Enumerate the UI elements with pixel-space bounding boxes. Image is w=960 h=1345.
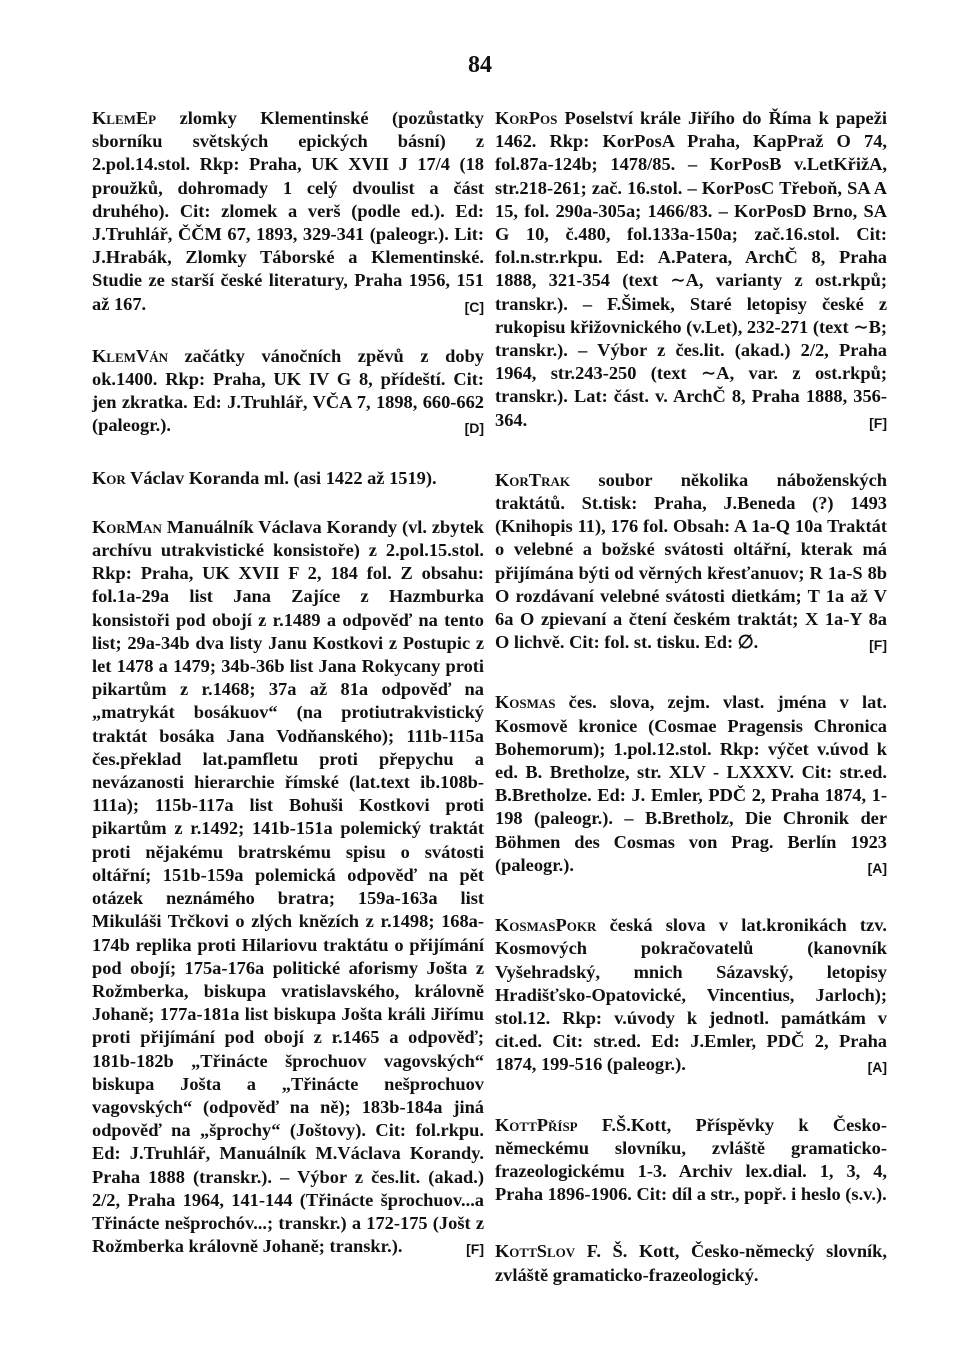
entry-siglum: Kor [92, 467, 126, 488]
entry-tag: [A] [867, 1059, 887, 1076]
page-number: 84 [468, 52, 492, 78]
entry-siglum: KlemVán [92, 345, 168, 366]
entry-kortrak [495, 469, 887, 658]
entry-siglum: Kosmas [495, 692, 556, 713]
entry-text: zlomky Klementinské (pozůstatky sborníku světských epických básní) z 2.pol.14.stol. Rkp: Praha, UK XVII J 17/4 (18 proužků, dohromady 1 celý dvoulist a část druhého). Cit: zlomek a verš (podle ed.). Ed: J.Truhlář, ČČM 67, 1893, 329-341 (paleogr.). Lit: J.Hrabák, Zlomky Táborské a Klementinské. Studie ze starší české literatury, Praha 1956, 151 až 167. [92, 108, 484, 314]
entry-siglum: KottSlov [495, 1241, 576, 1262]
entry-siglum: KlemEp [92, 108, 157, 128]
entry-text: česká slova v lat.kronikách tzv. Kosmových pokračovatelů (kanovník Vyšehradský, mnich Sázavský, letopisy Hradišťsko-Opatovické, Vincentius, Jarloch); stol.12. Rkp: v.úvody k jednotl. památkám v cit.ed. Cit: str.ed. Ed: J.Emler, PDČ 2, Praha 1874, 199-516 (paleogr.). [495, 915, 887, 1075]
entry-text: F. Š. Kott, Česko-německý slovník, zvláště gramaticko-frazeologický. [495, 1241, 887, 1285]
entry-siglum: KorPos [495, 108, 558, 128]
entry-siglum: KorTrak [495, 469, 570, 490]
entry-kosmas [495, 691, 887, 880]
entry-tag: [F] [869, 414, 887, 431]
left-column [92, 107, 484, 1287]
entry-tag: [D] [464, 420, 484, 437]
entry-text: čes. slova, zejm. vlast. jména v lat. Kosmově kronice (Cosmae Pragensis Chronica Bohemorum); 1.pol.12.stol. Rkp: výčet v.úvod k ed. B. Bretholze, str. XLV - LXXXV. Cit: str.ed. B.Bretholze. Ed: J. Emler, PDČ 2, Praha 1874, 1-198 (paleogr.). – B.Bretholz, Die Chronik der Böhmen des Cosmas von Prag. Berlín 1923 (paleogr.). [495, 692, 887, 875]
entry-kottslov [495, 1240, 887, 1286]
entry-kottprisp [495, 1114, 887, 1207]
entry-tag: [F] [869, 637, 887, 654]
entry-tag: [C] [464, 298, 484, 315]
entry-korpos [495, 107, 887, 435]
entry-tag: [A] [867, 859, 887, 876]
entry-text: Manuálník Václava Korandy (vl. zbytek archívu utrakvistické konsistoře) z 2.pol.15.stol. Rkp: Praha, UK XVII F 2, 184 fol. Z obsahu: fol.1a-29a list Jana Zajíce z Hazmburka konsistoři pod obojí z r.1489 a odpověď na tento list; 29a-34b dva listy Janu Kostkovi z Postupic z let 1478 a 1479; 34b-36b list Jana Rokycany proti pikartům z r.1468; 37a až 81a odpověď na „matrykát bosákuov“ (na protiutrakvistický traktát bosáka Jana Vodňanského); 111b-115a čes.překlad lat.pamfletu proti přepychu a nevázanosti hierarchie římské (lat.text ib.108b-111a); 115b-117a list Bohuši Kostkovi proti pikartům z r.1492; 141b-151a polemický traktát proti nějakému bratrskému spisu o svátosti oltářní; 151b-159a polemická odpověď na pět otázek neznámého bratra; 159a-163a list Mikuláši Trčkovi o zlých knězích z r.1498; 168a-174b replika proti Hilariovu traktátu o přijímání pod obojí; 175a-176a politické aforismy Jošta z Rožmberka, biskupa vratislavského, královně Johaně; 177a-181a list biskupa Jošta králi Jiřímu proti přijímání pod obojí z r.1465 a odpověď; 181b-182b „Třinácte šprochuov vagovských“ biskupa Jošta a „Třinácte nešprochuov vagovských“ (odpověď na ně); 183b-184a jiná odpověď na „šprochy“ (Joštovy). Cit: fol.rkpu. Ed: J.Truhlář, Manuálník M.Václava Korandy. Praha 1888 (transkr.). – Výbor z čes.lit. (akad.) 2/2, Praha 1964, 141-144 (Třinácte šprochuov...a Třinácte nešprochóv...; transkr.) a 172-175 (Jošt z Rožmberka královně Johaně; transkr.). [92, 516, 484, 1257]
entry-kosmaspokr [495, 914, 887, 1079]
entry-kor [92, 467, 484, 490]
entry-tag: [F] [466, 1241, 484, 1258]
entry-klemvan [92, 345, 484, 441]
entry-siglum: KottPřísp [495, 1114, 578, 1135]
entry-text: soubor několika náboženských traktátů. St.tisk: Praha, J.Beneda (?) 1493 (Knihopis 11), 176 fol. Obsah: A 1a-Q 10a Traktát o velebné a božské svátosti oltářní, kterak má přijímána býti od věrných křesťanuov; R 1a-S 8b O rozdávaní velebné svátosti dietkám; T 1a až V 6a O zpievaní a čtení českém traktát; X 1a-Y 8a O lichvě. Cit: fol. st. tisku. Ed: ∅. [495, 469, 887, 653]
entry-klemep [92, 107, 484, 319]
entry-korman [92, 516, 484, 1262]
right-column [495, 107, 887, 1313]
entry-text: začátky vánočních zpěvů z doby ok.1400. Rkp: Praha, UK IV G 8, přídeští. Cit: jen zkratka. Ed: J.Truhlář, VČA 7, 1898, 660-662 (paleogr.). [92, 345, 484, 436]
entry-siglum: KorMan [92, 516, 162, 537]
entry-text: Václav Koranda ml. (asi 1422 až 1519). [125, 467, 437, 488]
entry-text: Poselství krále Jiřího do Říma k papeži 1462. Rkp: KorPosA Praha, KapPraž O 74, fol.87a-124b; 1478/85. – KorPosB v.LetKřižA, str.218-261; zač. 16.stol. – KorPosC Třeboň, SA A 15, fol. 290a-305a; 1466/83. – KorPosD Brno, SA G 10, č.480, fol.133a-150a; zač.16.stol. Cit: fol.n.str.rkpu. Ed: A.Patera, ArchČ 8, Praha 1888, 321-354 (text ∼A, varianty z ost.rkpů; transkr.). – F.Šimek, Staré letopisy české z rukopisu křižovnického (v.Let), 232-271 (text ∼B; transkr.). – Výbor z čes.lit. (akad.) 2/2, Praha 1964, str.243-250 (text ∼A, var. z ost.rkpů; transkr.). Lat: část. v. ArchČ 8, Praha 1888, 356-364. [495, 108, 887, 430]
entry-text: F.Š.Kott, Příspěvky k Česko-německému slovníku, zvláště gramaticko-frazeologickému 1-3. Archiv lex.dial. 1, 3, 4, Praha 1896-1906. Cit: díl a str., popř. i heslo (s.v.). [495, 1114, 887, 1205]
entry-siglum: KosmasPokr [495, 915, 597, 936]
